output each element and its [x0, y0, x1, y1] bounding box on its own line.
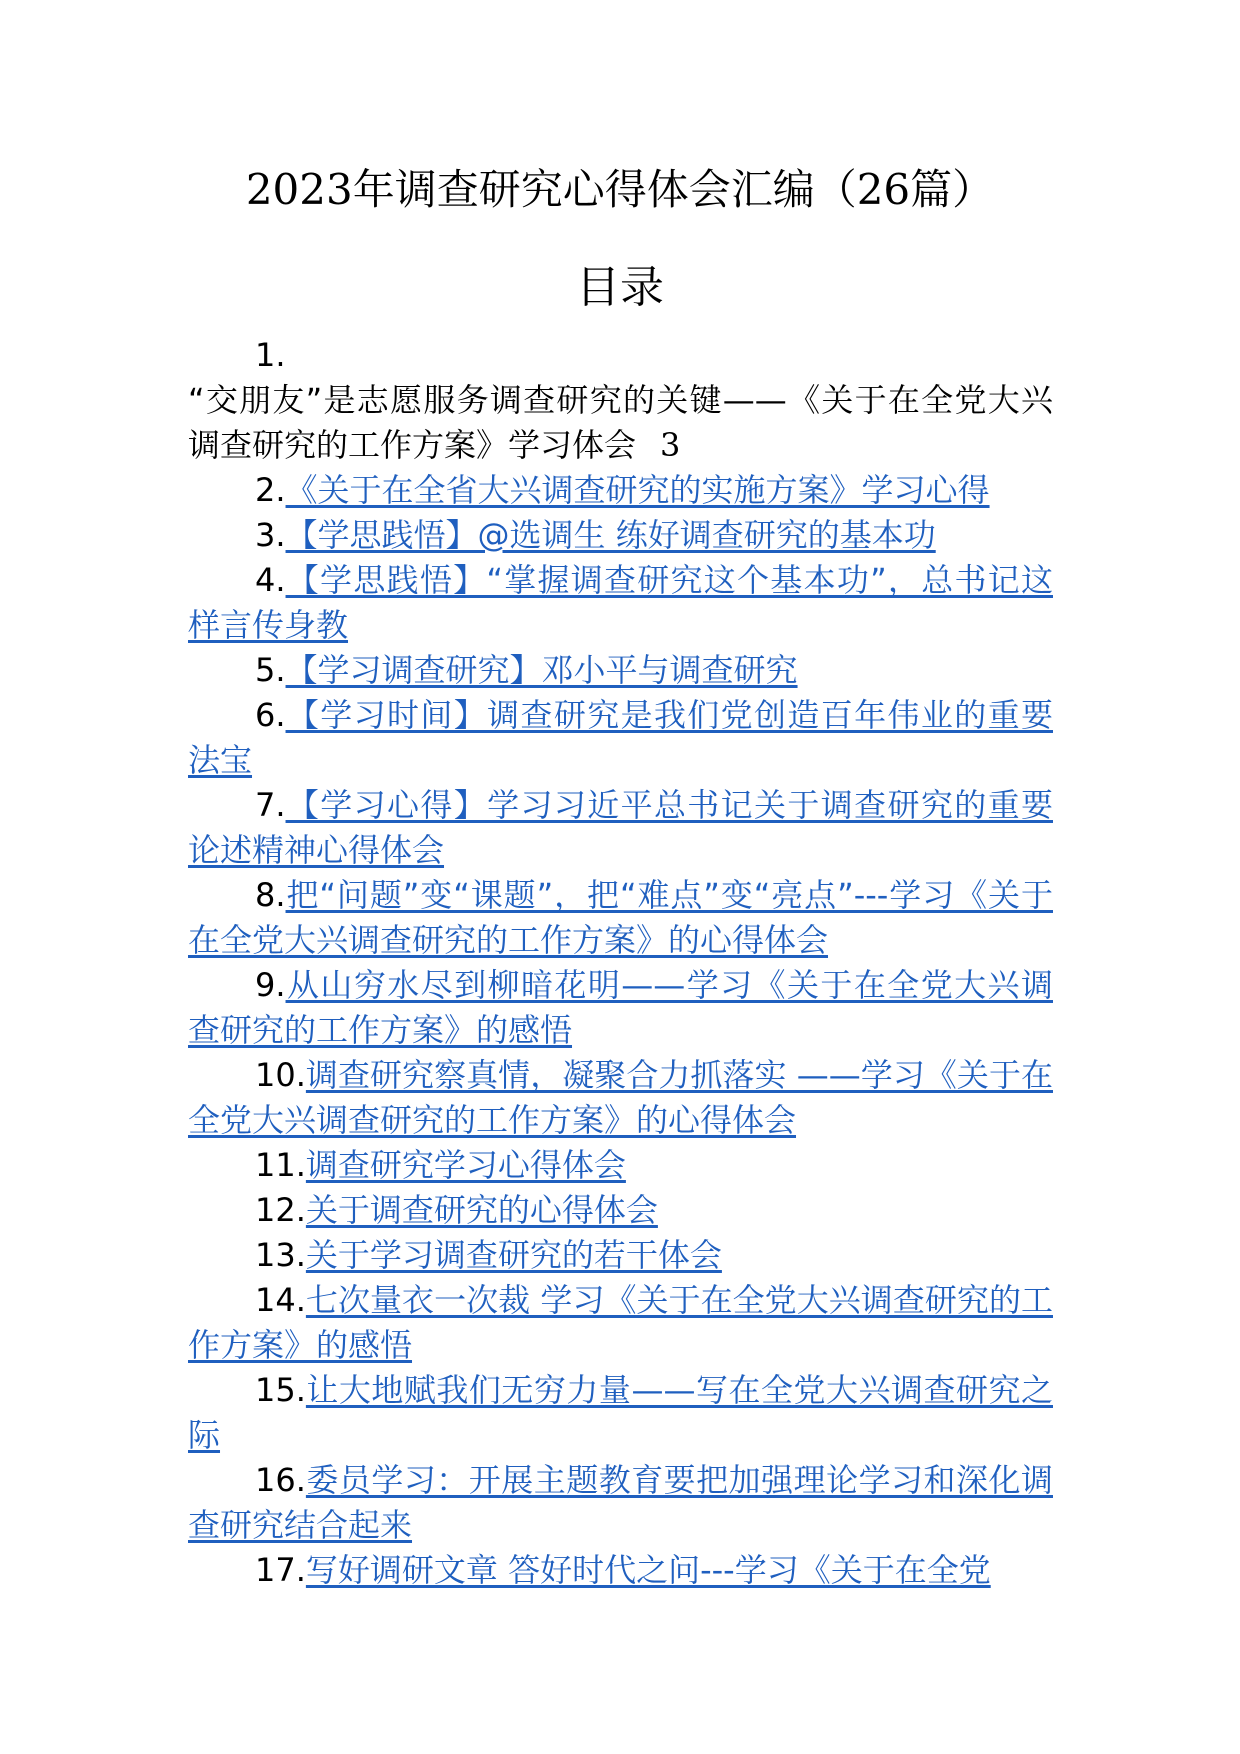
- toc-entry-number: 9.: [255, 966, 286, 1004]
- document-title: 2023年调查研究心得体会汇编（26篇）: [245, 165, 995, 214]
- toc-entry-8: [188, 873, 1053, 963]
- toc-entry-12: [188, 1188, 1053, 1233]
- toc-entry-number: 8.: [255, 876, 286, 914]
- toc-entry-11: [188, 1143, 1053, 1188]
- toc-entry-10: [188, 1053, 1053, 1143]
- toc-entry-15: [188, 1368, 1053, 1458]
- toc-entry-5: [188, 648, 1053, 693]
- toc-entry-link[interactable]: 《关于在全省大兴调查研究的实施方案》学习心得: [285, 471, 990, 509]
- toc-entry-link[interactable]: 写好调研文章 答好时代之问---学习《关于在全党: [305, 1551, 991, 1589]
- toc-entry-2: [188, 468, 1053, 513]
- toc-entry-6: [188, 693, 1053, 783]
- toc-entry-number: 10.: [255, 1056, 306, 1094]
- toc-entry-number: 7.: [255, 786, 286, 824]
- toc-entry-link[interactable]: 把“问题”变“课题”，把“难点”变“亮点”---学习《关于在全党大兴调查研究的工作方案》的心得体会: [188, 876, 1053, 959]
- toc-entry-number: 11.: [255, 1146, 306, 1184]
- toc-entry-link[interactable]: 调查研究察真情，凝聚合力抓落实 ——学习《关于在全党大兴调查研究的工作方案》的心得体会: [188, 1056, 1053, 1139]
- toc-entry-number: 2.: [255, 471, 286, 509]
- toc-entry-7: [188, 783, 1053, 873]
- toc-entry-13: [188, 1233, 1053, 1278]
- toc-entry-number: 5.: [255, 651, 286, 689]
- toc-entry-link[interactable]: 【学习时间】调查研究是我们党创造百年伟业的重要法宝: [188, 696, 1053, 779]
- toc-entry-link[interactable]: 关于调查研究的心得体会: [305, 1191, 658, 1229]
- toc-entry-number: 13.: [255, 1236, 306, 1274]
- toc-entry-4: [188, 558, 1053, 648]
- toc-entry-17: [188, 1548, 1053, 1593]
- toc-entry-page-number: 3: [660, 426, 681, 464]
- toc-entry-link[interactable]: 从山穷水尽到柳暗花明——学习《关于在全党大兴调查研究的工作方案》的感悟: [188, 966, 1053, 1049]
- toc-entry-link[interactable]: 委员学习：开展主题教育要把加强理论学习和深化调查研究结合起来: [188, 1461, 1053, 1544]
- toc-heading: 目录: [576, 262, 664, 313]
- toc-entry-number: 17.: [255, 1551, 306, 1589]
- toc-entry-3: [188, 513, 1053, 558]
- toc-entry-number: 15.: [255, 1371, 306, 1409]
- toc-entry-number: 16.: [255, 1461, 306, 1499]
- toc-entry-16: [188, 1458, 1053, 1548]
- toc-entry-number: 3.: [255, 516, 286, 554]
- toc-entry-link[interactable]: 让大地赋我们无穷力量——写在全党大兴调查研究之际: [188, 1371, 1053, 1454]
- table-of-contents: [188, 333, 1053, 1593]
- toc-entry-number: 4.: [255, 561, 286, 599]
- toc-entry-14: [188, 1278, 1053, 1368]
- toc-entry-9: [188, 963, 1053, 1053]
- toc-entry-link[interactable]: 【学习心得】学习习近平总书记关于调查研究的重要论述精神心得体会: [188, 786, 1053, 869]
- toc-entry-number: 6.: [255, 696, 286, 734]
- toc-entry-link[interactable]: 七次量衣一次裁 学习《关于在全党大兴调查研究的工作方案》的感悟: [188, 1281, 1053, 1364]
- toc-entry-title: “交朋友”是志愿服务调查研究的关键——《关于在全党大兴调查研究的工作方案》学习体会: [188, 381, 1053, 464]
- toc-entry-link[interactable]: 【学习调查研究】邓小平与调查研究: [285, 651, 798, 689]
- toc-entry-link[interactable]: 关于学习调查研究的若干体会: [305, 1236, 722, 1274]
- toc-entry-number: 12.: [255, 1191, 306, 1229]
- toc-entry-link[interactable]: 【学思践悟】“掌握调查研究这个基本功”，总书记这样言传身教: [188, 561, 1053, 644]
- toc-entry-number: 14.: [255, 1281, 306, 1319]
- toc-entry-link[interactable]: 【学思践悟】@选调生 练好调查研究的基本功: [285, 516, 936, 554]
- toc-entry-link[interactable]: 调查研究学习心得体会: [305, 1146, 626, 1184]
- toc-entry-1: [188, 333, 1053, 468]
- toc-entry-number: 1.: [255, 336, 286, 374]
